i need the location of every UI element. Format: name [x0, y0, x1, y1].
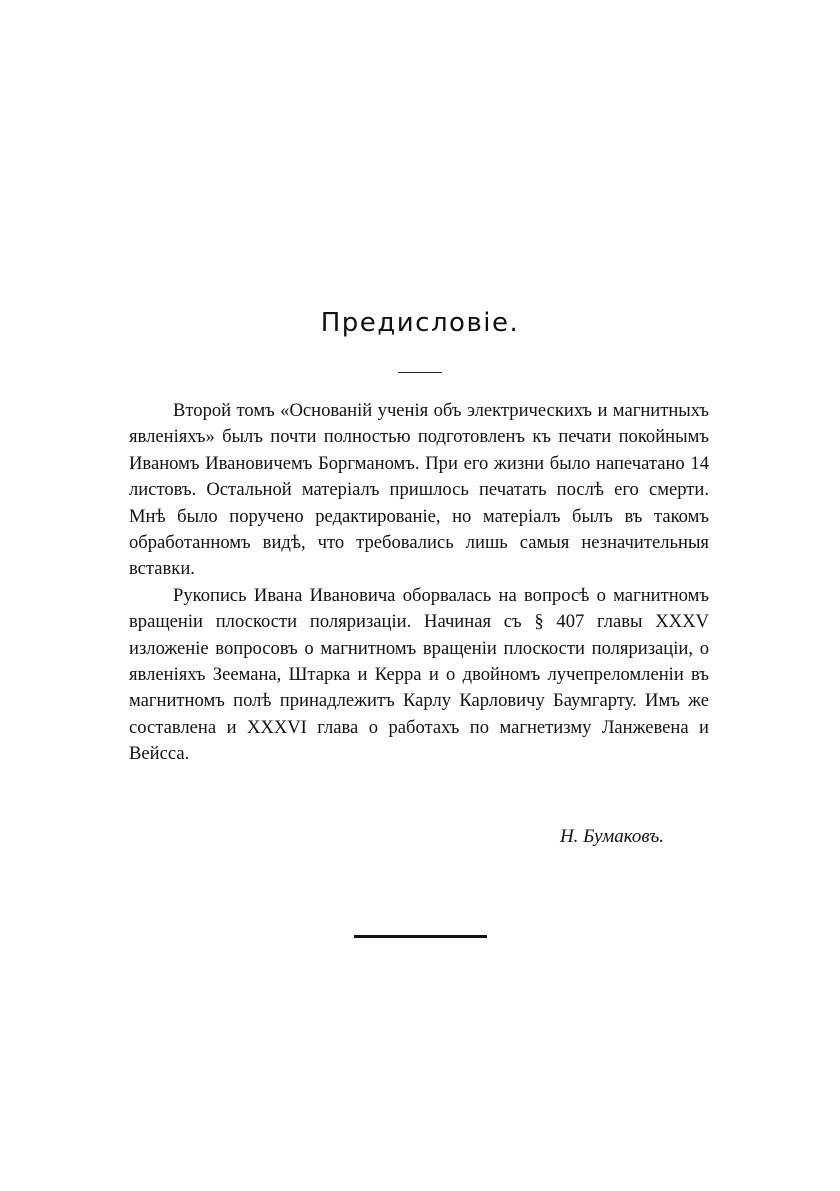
paragraph-1: Второй томъ «Основаній ученія объ электрическихъ и магнитныхъ явленіяхъ» былъ почти полностью подготовленъ къ печати покойнымъ Иваномъ Ивановичемъ Боргманомъ. При его жизни было напечатано 14 листовъ. Остальной матеріалъ пришлось печатать послѣ его смерти. Мнѣ было поручено редактированіе, но матеріалъ былъ въ такомъ обработанномъ видѣ, что требовались лишь самыя незначительныя вставки.: [129, 400, 709, 580]
author-signature: Н. Бумаковъ.: [559, 826, 664, 847]
preface-body: [129, 398, 709, 768]
title-divider: [398, 372, 442, 373]
closing-divider: [354, 935, 487, 938]
paragraph-2: Рукопись Ивана Ивановича оборвалась на вопросѣ о магнитномъ вращеніи плоскости поляризаціи. Начиная съ § 407 главы XXXV изложеніе вопросовъ о магнитномъ вращеніи плоскости поляризаціи, о явленіяхъ Зеемана, Штарка и Керра и о двойномъ лучепреломленіи въ магнитномъ полѣ принадлежитъ Карлу Карловичу Баумгарту. Имъ же составлена и XXXVI глава о работахъ по магнетизму Ланжевена и Вейсса.: [129, 584, 709, 765]
page-title: Предисловіе.: [320, 308, 520, 338]
